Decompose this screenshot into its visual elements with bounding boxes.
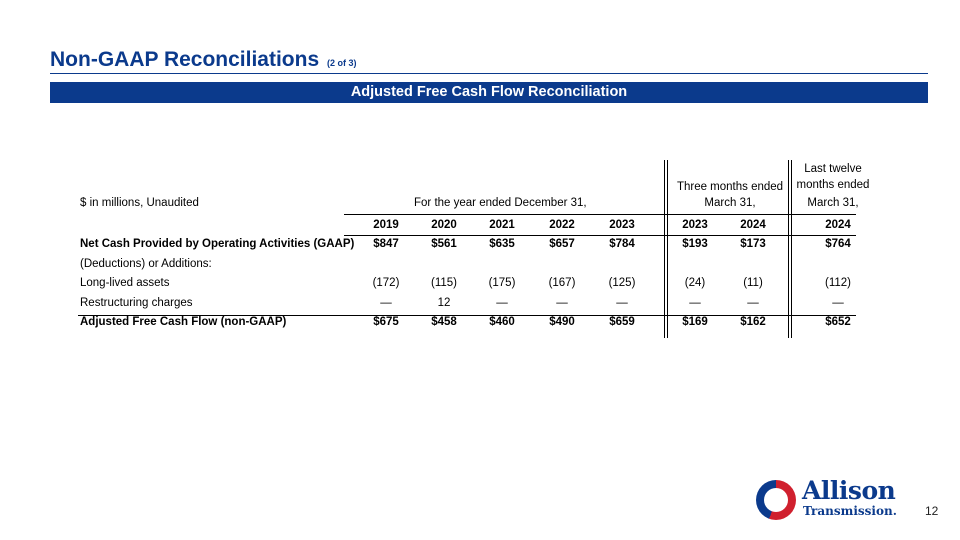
table-cell: (172) <box>372 277 400 289</box>
table-cell: — <box>380 296 392 309</box>
table-cell: $847 <box>373 238 399 250</box>
table-cell: $764 <box>825 238 851 250</box>
table-cell: (24) <box>684 277 706 289</box>
year-header: 2021 <box>489 219 515 231</box>
header-ltm-group-line1: Last twelve <box>804 163 862 175</box>
header-ltm-group-line3: March 31, <box>807 197 859 209</box>
group-divider <box>667 160 668 338</box>
group-divider <box>664 160 665 338</box>
table-cell: $162 <box>740 316 766 328</box>
years-rule <box>344 235 856 236</box>
table-cell: — <box>616 296 628 309</box>
table-cell: $169 <box>682 316 708 328</box>
table-cell: (167) <box>548 277 576 289</box>
section-banner: Adjusted Free Cash Flow Reconciliation <box>50 82 928 103</box>
row-label: Net Cash Provided by Operating Activities (GAAP) <box>80 238 355 250</box>
table-cell: (11) <box>743 277 763 289</box>
table-cell: — <box>747 296 759 309</box>
table-cell: — <box>832 296 844 309</box>
table-cell: — <box>556 296 568 309</box>
row-label: Long-lived assets <box>80 277 170 289</box>
year-header: 2024 <box>825 219 851 231</box>
table-cell: — <box>496 296 508 309</box>
page-title-suffix: (2 of 3) <box>327 58 357 68</box>
page-title <box>50 48 357 72</box>
allison-emblem-icon <box>756 480 796 520</box>
logo-wordmark-line1: Allison <box>802 476 896 505</box>
row-label: (Deductions) or Additions: <box>80 257 212 270</box>
year-header: 2019 <box>373 219 399 231</box>
header-annual-group: For the year ended December 31, <box>414 197 587 209</box>
table-cell: (125) <box>608 277 636 289</box>
table-cell: (112) <box>825 277 851 289</box>
year-header: 2022 <box>549 219 575 231</box>
header-quarter-group-line2: March 31, <box>704 197 756 209</box>
table-cell: (115) <box>431 277 457 289</box>
page-title-text: Non-GAAP Reconciliations <box>50 48 320 71</box>
table-cell: $652 <box>825 316 851 328</box>
year-header: 2024 <box>740 219 766 231</box>
group-divider <box>788 160 789 338</box>
year-header: 2023 <box>682 219 708 231</box>
table-cell: $490 <box>549 316 575 328</box>
table-cell: $193 <box>682 238 708 250</box>
table-cell: $458 <box>431 316 457 328</box>
table-cell: $675 <box>373 316 399 328</box>
table-cell: (175) <box>488 277 516 289</box>
table-cell: — <box>689 296 701 309</box>
header-rule <box>344 214 856 215</box>
year-header: 2023 <box>609 219 635 231</box>
page-number: 12 <box>925 504 939 518</box>
table-cell: $561 <box>431 238 457 250</box>
table-cell: $635 <box>489 238 515 250</box>
title-divider <box>50 73 928 74</box>
group-divider <box>791 160 792 338</box>
table-cell: 12 <box>437 296 451 309</box>
reconciliation-table <box>78 160 870 338</box>
row-label: Restructuring charges <box>80 296 193 309</box>
year-header: 2020 <box>431 219 457 231</box>
total-rule <box>78 315 856 316</box>
header-quarter-group-line1: Three months ended <box>676 181 784 193</box>
header-ltm-group-line2: months ended <box>796 179 870 191</box>
table-cell: $657 <box>549 238 575 250</box>
logo-wordmark-line2: Transmission. <box>803 504 897 518</box>
table-cell: $460 <box>489 316 515 328</box>
table-cell: $659 <box>609 316 635 328</box>
table-cell: $784 <box>609 238 635 250</box>
units-label: $ in millions, Unaudited <box>80 197 199 209</box>
allison-logo <box>756 478 921 522</box>
table-cell: $173 <box>740 238 766 250</box>
row-label: Adjusted Free Cash Flow (non-GAAP) <box>80 316 287 328</box>
